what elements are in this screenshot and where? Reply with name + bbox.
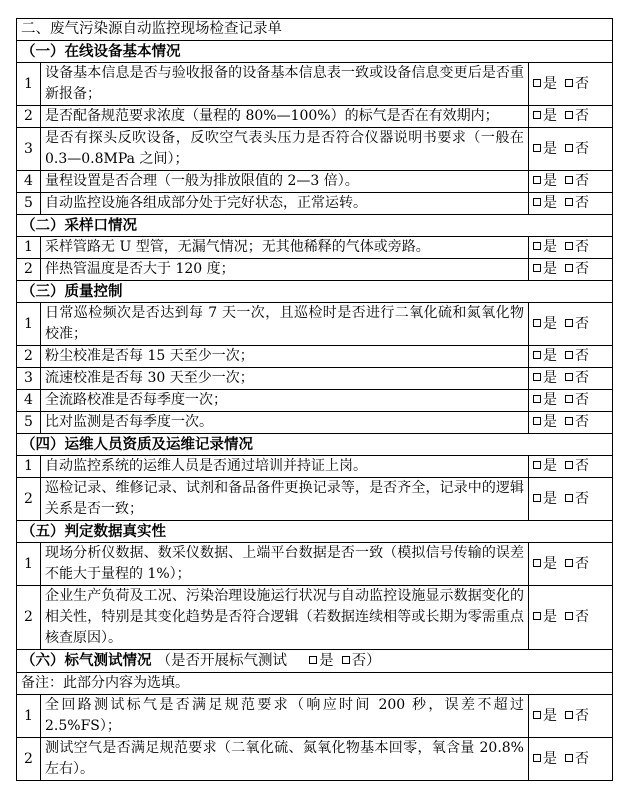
checklist-item-row <box>17 586 613 650</box>
yes-checkbox-icon[interactable] <box>533 373 541 381</box>
section-header-row <box>17 650 613 673</box>
item-text: 自动监控系统的运维人员是否通过培训并持证上岗。 <box>41 456 529 478</box>
yes-checkbox-icon[interactable] <box>533 754 541 762</box>
no-option[interactable] <box>565 261 589 277</box>
item-text: 量程设置是否合理（一般为排放限值的 2—3 倍）。 <box>41 171 529 193</box>
section-title-text: （二）采样口情况 <box>21 217 137 234</box>
checklist-item-row <box>17 346 613 368</box>
checklist-item-row <box>17 368 613 390</box>
section-title <box>17 650 613 673</box>
no-option[interactable] <box>565 76 589 92</box>
checklist-item-row <box>17 303 613 346</box>
checklist-item-row <box>17 63 613 106</box>
yes-option[interactable] <box>533 316 557 332</box>
yes-option[interactable] <box>533 458 557 474</box>
no-checkbox-icon[interactable] <box>565 198 573 206</box>
no-label: 否 <box>575 707 589 724</box>
checklist-item-row <box>17 193 613 215</box>
item-text: 是否有探头反吹设备，反吹空气表头压力是否符合仪器说明书要求（一般在 0.3—0.8MPa 之间）； <box>41 128 529 171</box>
no-checkbox-icon[interactable] <box>565 494 573 502</box>
yes-no-options <box>529 237 613 259</box>
no-checkbox-icon[interactable] <box>565 319 573 327</box>
section-title <box>17 521 613 543</box>
no-checkbox-icon[interactable] <box>565 264 573 272</box>
yes-checkbox-icon[interactable] <box>533 395 541 403</box>
yes-option[interactable] <box>533 414 557 430</box>
yes-label: 是 <box>543 458 557 474</box>
item-number: 2 <box>17 738 41 781</box>
item-text: 自动监控设施各组成部分处于完好状态，正常运转。 <box>41 193 529 215</box>
checklist-item-row <box>17 543 613 586</box>
checklist-item-row <box>17 106 613 128</box>
no-option[interactable] <box>565 414 589 430</box>
item-number: 1 <box>17 237 41 259</box>
checklist-item-row <box>17 259 613 281</box>
yes-checkbox-icon[interactable] <box>533 711 541 719</box>
checklist-item-row <box>17 390 613 412</box>
no-label: 否 <box>575 75 589 92</box>
yes-option[interactable] <box>533 108 557 124</box>
form-title-row <box>17 19 613 41</box>
yes-no-options <box>529 586 613 650</box>
item-text: 日常巡检频次是否达到每 7 天一次，且巡检时是否进行二氧化硫和氮氧化物校准； <box>41 303 529 346</box>
yes-checkbox-icon[interactable] <box>533 264 541 272</box>
yes-option[interactable] <box>533 239 557 255</box>
yes-option[interactable] <box>533 609 557 625</box>
yes-no-options <box>529 193 613 215</box>
item-text: 巡检记录、维修记录、试剂和备品备件更换记录等，是否齐全，记录中的逻辑关系是否一致； <box>41 478 529 521</box>
no-option[interactable] <box>565 708 589 724</box>
no-label: 否 <box>575 195 589 211</box>
no-checkbox-icon[interactable] <box>565 111 573 119</box>
item-number: 1 <box>17 543 41 586</box>
section-title <box>17 215 613 237</box>
yes-label: 是 <box>543 261 557 277</box>
item-number: 1 <box>17 695 41 738</box>
no-checkbox-icon[interactable] <box>565 176 573 184</box>
item-number: 3 <box>17 368 41 390</box>
yes-no-options <box>529 543 613 586</box>
yes-checkbox-icon[interactable] <box>533 559 541 567</box>
no-checkbox-icon[interactable] <box>565 79 573 87</box>
section-note-row <box>17 673 613 695</box>
no-label: 否 <box>575 173 589 189</box>
yes-label: 是 <box>543 239 557 255</box>
yes-checkbox-icon[interactable] <box>533 417 541 425</box>
yes-no-options <box>529 346 613 368</box>
no-checkbox-icon[interactable] <box>565 559 573 567</box>
yes-checkbox-icon[interactable] <box>533 176 541 184</box>
item-text: 流速校准是否每 30 天至少一次； <box>41 368 529 390</box>
section-title <box>17 41 613 63</box>
yes-option[interactable] <box>533 141 557 157</box>
item-text: 采样管路无 U 型管，无漏气情况；无其他稀释的气体或旁路。 <box>41 237 529 259</box>
item-text: 伴热管温度是否大于 120 度； <box>41 259 529 281</box>
checklist-item-row <box>17 171 613 193</box>
no-option[interactable] <box>565 316 589 332</box>
yes-label: 是 <box>543 750 557 767</box>
inspection-record-table <box>16 18 613 781</box>
item-number: 2 <box>17 106 41 128</box>
no-checkbox-icon[interactable] <box>565 612 573 620</box>
no-label: 否 <box>575 239 589 255</box>
section-header-row <box>17 521 613 543</box>
item-text: 全流路校准是否每季度一次； <box>41 390 529 412</box>
yes-no-options <box>529 412 613 434</box>
no-option[interactable] <box>565 348 589 364</box>
no-option[interactable] <box>565 751 589 767</box>
no-option[interactable] <box>565 609 589 625</box>
no-checkbox-icon[interactable] <box>342 656 350 664</box>
yes-checkbox-icon[interactable] <box>309 656 317 664</box>
no-option[interactable] <box>565 458 589 474</box>
yes-label: 是 <box>543 348 557 364</box>
yes-no-options <box>529 368 613 390</box>
yes-checkbox-icon[interactable] <box>533 198 541 206</box>
yes-label: 是 <box>543 370 557 386</box>
no-checkbox-icon[interactable] <box>565 417 573 425</box>
yes-option[interactable] <box>533 195 557 211</box>
no-option[interactable] <box>565 491 589 507</box>
section-title-close: ） <box>366 653 381 669</box>
yes-no-options <box>529 303 613 346</box>
yes-no-options <box>529 738 613 781</box>
item-number: 5 <box>17 193 41 215</box>
no-checkbox-icon[interactable] <box>565 373 573 381</box>
item-number: 4 <box>17 171 41 193</box>
yes-option[interactable] <box>533 348 557 364</box>
yes-label: 是 <box>543 195 557 211</box>
item-text: 是否配备规范要求浓度（量程的 80%—100%）的标气是否在有效期内； <box>41 106 529 128</box>
no-label: 否 <box>575 370 589 386</box>
yes-label: 是 <box>543 609 557 625</box>
yes-no-options <box>529 106 613 128</box>
yes-checkbox-icon[interactable] <box>533 612 541 620</box>
yes-checkbox-icon[interactable] <box>533 144 541 152</box>
yes-label: 是 <box>543 707 557 724</box>
yes-option[interactable] <box>533 76 557 92</box>
item-text: 测试空气是否满足规范要求（二氧化硫、氮氧化物基本回零，氧含量 20.8%左右）。 <box>41 738 529 781</box>
yes-checkbox-icon[interactable] <box>533 79 541 87</box>
item-text: 粉尘校准是否每 15 天至少一次； <box>41 346 529 368</box>
yes-label: 是 <box>543 140 557 157</box>
checklist-item-row <box>17 695 613 738</box>
testing-performed-options <box>309 653 366 669</box>
yes-label: 是 <box>543 173 557 189</box>
item-number: 5 <box>17 412 41 434</box>
yes-no-options <box>529 390 613 412</box>
item-text: 全回路测试标气是否满足规范要求（响应时间 200 秒，误差不超过 2.5%FS）； <box>41 695 529 738</box>
item-number: 2 <box>17 346 41 368</box>
section-header-row <box>17 215 613 237</box>
yes-label: 是 <box>543 414 557 430</box>
no-checkbox-icon[interactable] <box>565 754 573 762</box>
no-label: 否 <box>575 555 589 572</box>
no-option[interactable] <box>565 108 589 124</box>
no-label: 否 <box>575 458 589 474</box>
no-option[interactable] <box>565 556 589 572</box>
no-label: 否 <box>575 490 589 507</box>
no-option[interactable] <box>565 370 589 386</box>
no-label: 否 <box>575 609 589 625</box>
no-option[interactable] <box>565 195 589 211</box>
checklist-item-row <box>17 237 613 259</box>
yes-no-options <box>529 63 613 106</box>
yes-label: 是 <box>543 108 557 124</box>
yes-option[interactable] <box>533 392 557 408</box>
yes-no-options <box>529 456 613 478</box>
yes-checkbox-icon[interactable] <box>533 111 541 119</box>
no-checkbox-icon[interactable] <box>565 711 573 719</box>
section-title <box>17 434 613 456</box>
no-label: 否 <box>351 653 367 669</box>
section-title <box>17 281 613 303</box>
no-label: 否 <box>575 315 589 332</box>
no-checkbox-icon[interactable] <box>565 144 573 152</box>
yes-label: 是 <box>543 555 557 572</box>
checklist-item-row <box>17 738 613 781</box>
section-title-text: （五）判定数据真实性 <box>21 523 166 540</box>
no-label: 否 <box>575 261 589 277</box>
item-number: 1 <box>17 63 41 106</box>
yes-no-options <box>529 259 613 281</box>
item-number: 1 <box>17 303 41 346</box>
no-label: 否 <box>575 750 589 767</box>
no-label: 否 <box>575 392 589 408</box>
section-title-text: （六）标气测试情况 <box>21 652 152 669</box>
section-note: 备注：此部分内容为选填。 <box>17 673 613 695</box>
no-label: 否 <box>575 348 589 364</box>
no-label: 否 <box>575 140 589 157</box>
section-title-text: （一）在线设备基本情况 <box>21 43 181 60</box>
yes-option[interactable] <box>533 491 557 507</box>
item-number: 2 <box>17 259 41 281</box>
yes-no-options <box>529 478 613 521</box>
item-number: 2 <box>17 586 41 650</box>
yes-no-options <box>529 171 613 193</box>
checklist-item-row <box>17 456 613 478</box>
no-option[interactable] <box>565 173 589 189</box>
yes-checkbox-icon[interactable] <box>533 494 541 502</box>
no-option[interactable] <box>342 653 367 669</box>
yes-label: 是 <box>543 315 557 332</box>
yes-option[interactable] <box>533 708 557 724</box>
no-label: 否 <box>575 108 589 124</box>
yes-option[interactable] <box>533 751 557 767</box>
no-checkbox-icon[interactable] <box>565 351 573 359</box>
yes-option[interactable] <box>533 370 557 386</box>
section-header-row <box>17 281 613 303</box>
no-checkbox-icon[interactable] <box>565 461 573 469</box>
section-header-row <box>17 434 613 456</box>
item-text: 现场分析仪数据、数采仪数据、上端平台数据是否一致（模拟信号传输的误差不能大于量程的 1%）； <box>41 543 529 586</box>
yes-checkbox-icon[interactable] <box>533 242 541 250</box>
checklist-item-row <box>17 412 613 434</box>
yes-label: 是 <box>543 75 557 92</box>
no-option[interactable] <box>565 392 589 408</box>
yes-checkbox-icon[interactable] <box>533 461 541 469</box>
item-text: 企业生产负荷及工况、污染治理设施运行状况与自动监控设施显示数据变化的相关性，特别是其变化趋势是否符合逻辑（若数据连续相等或长期为零需重点核查原因）。 <box>41 586 529 650</box>
section-header-row <box>17 41 613 63</box>
no-label: 否 <box>575 414 589 430</box>
yes-checkbox-icon[interactable] <box>533 319 541 327</box>
yes-label: 是 <box>319 653 334 669</box>
yes-label: 是 <box>543 392 557 408</box>
item-text: 设备基本信息是否与验收报备的设备基本信息表一致或设备信息变更后是否重新报备； <box>41 63 529 106</box>
item-number: 3 <box>17 128 41 171</box>
yes-option[interactable] <box>309 653 334 669</box>
form-title: 二、废气污染源自动监控现场检查记录单 <box>17 19 613 41</box>
yes-no-options <box>529 128 613 171</box>
checklist-item-row <box>17 478 613 521</box>
yes-option[interactable] <box>533 173 557 189</box>
section-title-text: （三）质量控制 <box>21 283 123 300</box>
item-text: 比对监测是否每季度一次。 <box>41 412 529 434</box>
no-checkbox-icon[interactable] <box>565 242 573 250</box>
section-title-tail: （是否开展标气测试 <box>156 653 288 669</box>
checklist-item-row <box>17 128 613 171</box>
no-option[interactable] <box>565 141 589 157</box>
item-number: 2 <box>17 478 41 521</box>
no-option[interactable] <box>565 239 589 255</box>
yes-checkbox-icon[interactable] <box>533 351 541 359</box>
section-title-text: （四）运维人员资质及运维记录情况 <box>21 436 253 453</box>
yes-no-options <box>529 695 613 738</box>
item-number: 4 <box>17 390 41 412</box>
item-number: 1 <box>17 456 41 478</box>
yes-option[interactable] <box>533 556 557 572</box>
no-checkbox-icon[interactable] <box>565 395 573 403</box>
yes-option[interactable] <box>533 261 557 277</box>
yes-label: 是 <box>543 490 557 507</box>
